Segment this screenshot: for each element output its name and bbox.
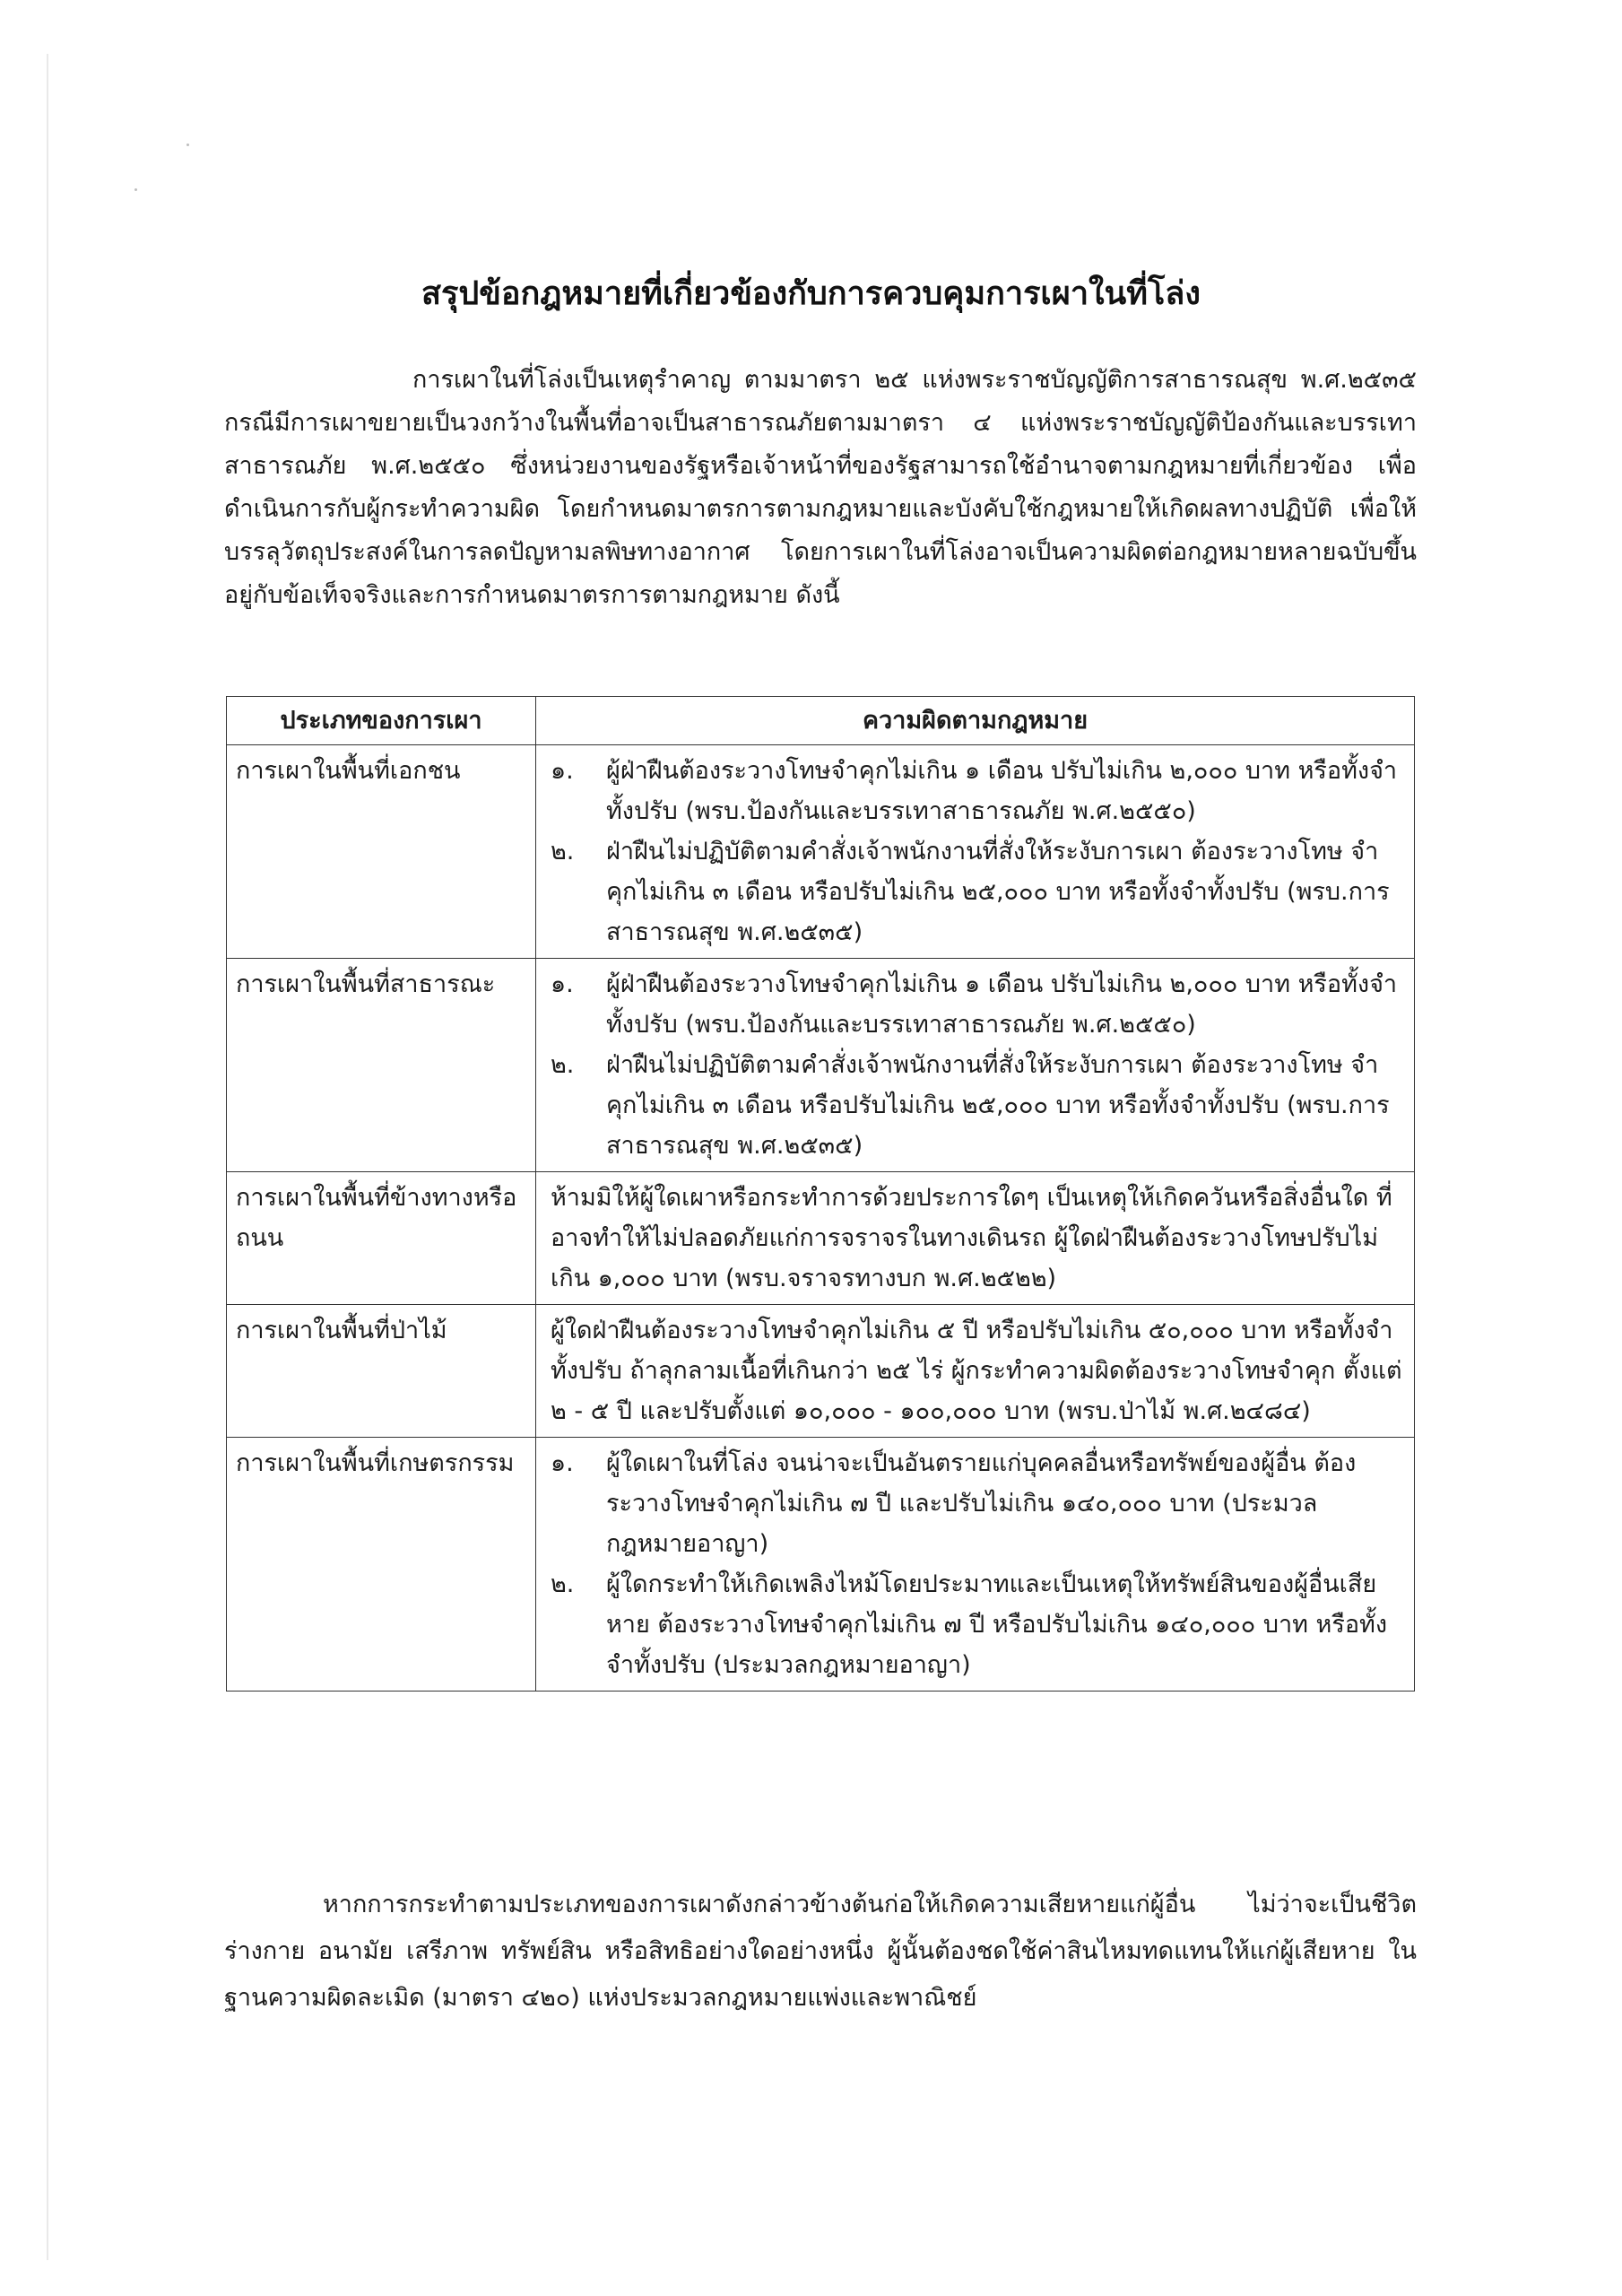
table-header-row	[227, 697, 1415, 745]
item-number: ๒.	[551, 1051, 575, 1079]
item-number: ๒.	[551, 1570, 575, 1598]
offense-item	[551, 1045, 1405, 1166]
burn-type-cell: การเผาในพื้นที่เกษตรกรรม	[227, 1438, 536, 1692]
burn-type-cell: การเผาในพื้นที่ข้างทางหรือถนน	[227, 1172, 536, 1305]
offense-cell	[536, 1438, 1415, 1692]
offense-cell: ผู้ใดฝ่าฝืนต้องระวางโทษจำคุกไม่เกิน ๕ ปี หรือปรับไม่เกิน ๕๐,๐๐๐ บาท หรือทั้งจำทั้งปรับ ถ้าลุกลามเนื้อที่เกินกว่า ๒๕ ไร่ ผู้กระทำความผิดต้องระวางโทษจำคุก ตั้งแต่ ๒ - ๕ ปี และปรับตั้งแต่ ๑๐,๐๐๐ - ๑๐๐,๐๐๐ บาท (พรบ.ป่าไม้ พ.ศ.๒๔๘๔)	[536, 1305, 1415, 1438]
law-table	[226, 696, 1415, 1692]
burn-type-cell: การเผาในพื้นที่สาธารณะ	[227, 959, 536, 1172]
item-number: ๑.	[551, 970, 574, 998]
offense-cell	[536, 745, 1415, 959]
offense-item	[551, 1443, 1405, 1564]
intro-text: การเผาในที่โล่งเป็นเหตุรำคาญ ตามมาตรา ๒๕ แห่งพระราชบัญญัติการสาธารณสุข พ.ศ.๒๕๓๕ กรณีมีการเผาขยายเป็นวงกว้างในพื้นที่อาจเป็นสาธารณภัยตามมาตรา ๔ แห่งพระราชบัญญัติป้องกันและบรรเทาสาธารณภัย พ.ศ.๒๕๕๐ ซึ่งหน่วยงานของรัฐหรือเจ้าหน้าที่ของรัฐสามารถใช้อำนาจตามกฎหมายที่เกี่ยวข้อง เพื่อดำเนินการกับผู้กระทำความผิด โดยกำหนดมาตรการตามกฎหมายและบังคับใช้กฎหมายให้เกิดผลทางปฏิบัติ เพื่อให้บรรลุวัตถุประสงค์ในการลดปัญหามลพิษทางอากาศ โดยการเผาในที่โล่งอาจเป็นความผิดต่อกฎหมายหลายฉบับขึ้นอยู่กับข้อเท็จจริงและการกำหนดมาตรการตามกฎหมาย ดังนี้	[224, 366, 1417, 609]
scan-speck	[186, 144, 189, 146]
header-burn-type: ประเภทของการเผา	[227, 697, 536, 745]
table-row	[227, 1438, 1415, 1692]
offense-item	[551, 964, 1405, 1045]
document-title: สรุปข้อกฎหมายที่เกี่ยวข้องกับการควบคุมการเผาในที่โล่ง	[421, 275, 1201, 312]
offense-cell	[536, 959, 1415, 1172]
item-text: ฝ่าฝืนไม่ปฏิบัติตามคำสั่งเจ้าพนักงานที่สั่งให้ระงับการเผา ต้องระวางโทษ จำคุกไม่เกิน ๓ เดือน หรือปรับไม่เกิน ๒๕,๐๐๐ บาท หรือทั้งจำทั้งปรับ (พรบ.การสาธารณสุข พ.ศ.๒๕๓๕)	[606, 838, 1390, 946]
offense-item	[551, 831, 1405, 952]
table-row	[227, 1305, 1415, 1438]
header-legal-offense: ความผิดตามกฎหมาย	[536, 697, 1415, 745]
closing-text: หากการกระทำตามประเภทของการเผาดังกล่าวข้างต้นก่อให้เกิดความเสียหายแก่ผู้อื่น ไม่ว่าจะเป็นชีวิต ร่างกาย อนามัย เสรีภาพ ทรัพย์สิน หรือสิทธิอย่างใดอย่างหนึ่ง ผู้นั้นต้องชดใช้ค่าสินไหมทดแทนให้แก่ผู้เสียหาย ในฐานความผิดละเมิด (มาตรา ๔๒๐) แห่งประมวลกฎหมายแพ่งและพาณิชย์	[224, 1891, 1417, 2012]
table-row	[227, 745, 1415, 959]
burn-type-cell: การเผาในพื้นที่เอกชน	[227, 745, 536, 959]
offense-list	[551, 751, 1405, 952]
offense-list	[551, 1443, 1405, 1685]
offense-list	[551, 964, 1405, 1166]
table-row	[227, 959, 1415, 1172]
intro-paragraph	[224, 359, 1417, 617]
scan-speck	[134, 188, 137, 191]
item-text: ผู้ฝ่าฝืนต้องระวางโทษจำคุกไม่เกิน ๑ เดือน ปรับไม่เกิน ๒,๐๐๐ บาท หรือทั้งจำทั้งปรับ (พรบ.ป้องกันและบรรเทาสาธารณภัย พ.ศ.๒๕๕๐)	[606, 970, 1398, 1039]
offense-cell: ห้ามมิให้ผู้ใดเผาหรือกระทำการด้วยประการใดๆ เป็นเหตุให้เกิดควันหรือสิ่งอื่นใด ที่อาจทำให้ไม่ปลอดภัยแก่การจราจรในทางเดินรถ ผู้ใดฝ่าฝืนต้องระวางโทษปรับไม่เกิน ๑,๐๐๐ บาท (พรบ.จราจรทางบก พ.ศ.๒๕๒๒)	[536, 1172, 1415, 1305]
offense-item	[551, 1564, 1405, 1685]
item-text: ผู้ฝ่าฝืนต้องระวางโทษจำคุกไม่เกิน ๑ เดือน ปรับไม่เกิน ๒,๐๐๐ บาท หรือทั้งจำทั้งปรับ (พรบ.ป้องกันและบรรเทาสาธารณภัย พ.ศ.๒๕๕๐)	[606, 757, 1398, 825]
item-number: ๑.	[551, 757, 574, 785]
item-text: ฝ่าฝืนไม่ปฏิบัติตามคำสั่งเจ้าพนักงานที่สั่งให้ระงับการเผา ต้องระวางโทษ จำคุกไม่เกิน ๓ เดือน หรือปรับไม่เกิน ๒๕,๐๐๐ บาท หรือทั้งจำทั้งปรับ (พรบ.การสาธารณสุข พ.ศ.๒๕๓๕)	[606, 1051, 1390, 1160]
table-row	[227, 1172, 1415, 1305]
item-number: ๒.	[551, 838, 575, 865]
scan-edge	[47, 54, 48, 2260]
burn-type-cell: การเผาในพื้นที่ป่าไม้	[227, 1305, 536, 1438]
closing-paragraph	[224, 1882, 1417, 2022]
item-text: ผู้ใดกระทำให้เกิดเพลิงไหม้โดยประมาทและเป็นเหตุให้ทรัพย์สินของผู้อื่นเสียหาย ต้องระวางโทษจำคุกไม่เกิน ๗ ปี หรือปรับไม่เกิน ๑๔๐,๐๐๐ บาท หรือทั้งจำทั้งปรับ (ประมวลกฎหมายอาญา)	[606, 1570, 1388, 1679]
item-number: ๑.	[551, 1449, 574, 1477]
item-text: ผู้ใดเผาในที่โล่ง จนน่าจะเป็นอันตรายแก่บุคคลอื่นหรือทรัพย์ของผู้อื่น ต้องระวางโทษจำคุกไม่เกิน ๗ ปี และปรับไม่เกิน ๑๔๐,๐๐๐ บาท (ประมวลกฎหมายอาญา)	[606, 1449, 1357, 1558]
offense-item	[551, 751, 1405, 831]
